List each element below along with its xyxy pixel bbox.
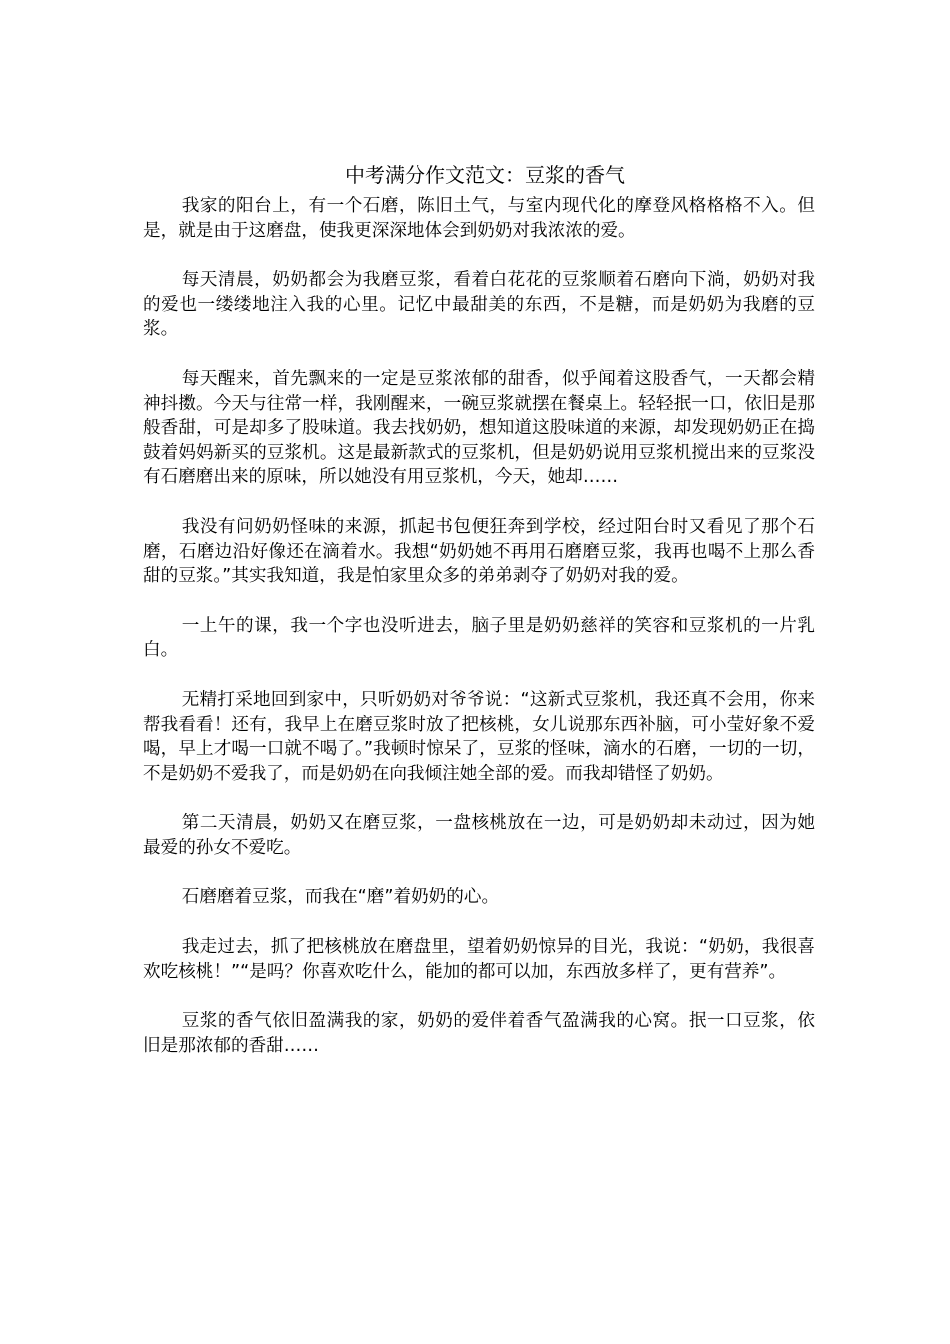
paragraph: 一上午的课，我一个字也没听进去，脑子里是奶奶慈祥的笑容和豆浆机的一片乳白。 (143, 615, 815, 661)
paragraph: 每天清晨，奶奶都会为我磨豆浆，看着白花花的豆浆顺着石磨向下淌，奶奶对我的爱也一缕缕地注入我的心里。记忆中最甜美的东西，不是糖，而是奶奶为我磨的豆浆。 (143, 270, 815, 340)
paragraph: 每天醒来，首先飘来的一定是豆浆浓郁的甜香，似乎闻着这股香气，一天都会精神抖擞。今天与往常一样，我刚醒来，一碗豆浆就摆在餐桌上。轻轻抿一口，依旧是那般香甜，可是却多了股味道。我去找奶奶，想知道这股味道的来源，却发现奶奶正在捣鼓着妈妈新买的豆浆机。这是最新款式的豆浆机，但是奶奶说用豆浆机搅出来的豆浆没有石磨磨出来的原味，所以她没有用豆浆机，今天，她却…… (143, 368, 815, 488)
paragraph: 无精打采地回到家中，只听奶奶对爷爷说：“这新式豆浆机，我还真不会用，你来帮我看看！还有，我早上在磨豆浆时放了把核桃，女儿说那东西补脑，可小莹好象不爱喝，早上才喝一口就不喝了。”我顿时惊呆了，豆浆的怪味，滴水的石磨，一切的一切，不是奶奶不爱我了，而是奶奶在向我倾注她全部的爱。而我却错怪了奶奶。 (143, 689, 815, 784)
paragraph: 我没有问奶奶怪味的来源，抓起书包便狂奔到学校，经过阳台时又看见了那个石磨，石磨边沿好像还在滴着水。我想“奶奶她不再用石磨磨豆浆，我再也喝不上那么香甜的豆浆。”其实我知道，我是怕家里众多的弟弟剥夺了奶奶对我的爱。 (143, 516, 815, 587)
paragraph: 第二天清晨，奶奶又在磨豆浆，一盘核桃放在一边，可是奶奶却未动过，因为她最爱的孙女不爱吃。 (143, 813, 815, 858)
document-page (143, 160, 815, 1083)
paragraph: 豆浆的香气依旧盈满我的家，奶奶的爱伴着香气盈满我的心窝。抿一口豆浆，依旧是那浓郁的香甜…… (143, 1011, 815, 1056)
paragraph: 我走过去，抓了把核桃放在磨盘里，望着奶奶惊异的目光，我说：“奶奶，我很喜欢吃核桃！”“是吗？你喜欢吃什么，能加的都可以加，东西放多样了，更有营养”。 (143, 937, 815, 982)
paragraph: 石磨磨着豆浆，而我在“磨”着奶奶的心。 (181, 887, 500, 908)
document-title: 中考满分作文范文：豆浆的香气 (345, 163, 625, 187)
paragraph: 我家的阳台上，有一个石磨，陈旧土气，与室内现代化的摩登风格格格不入。但是，就是由于这磨盘，使我更深深地体会到奶奶对我浓浓的爱。 (143, 196, 815, 241)
